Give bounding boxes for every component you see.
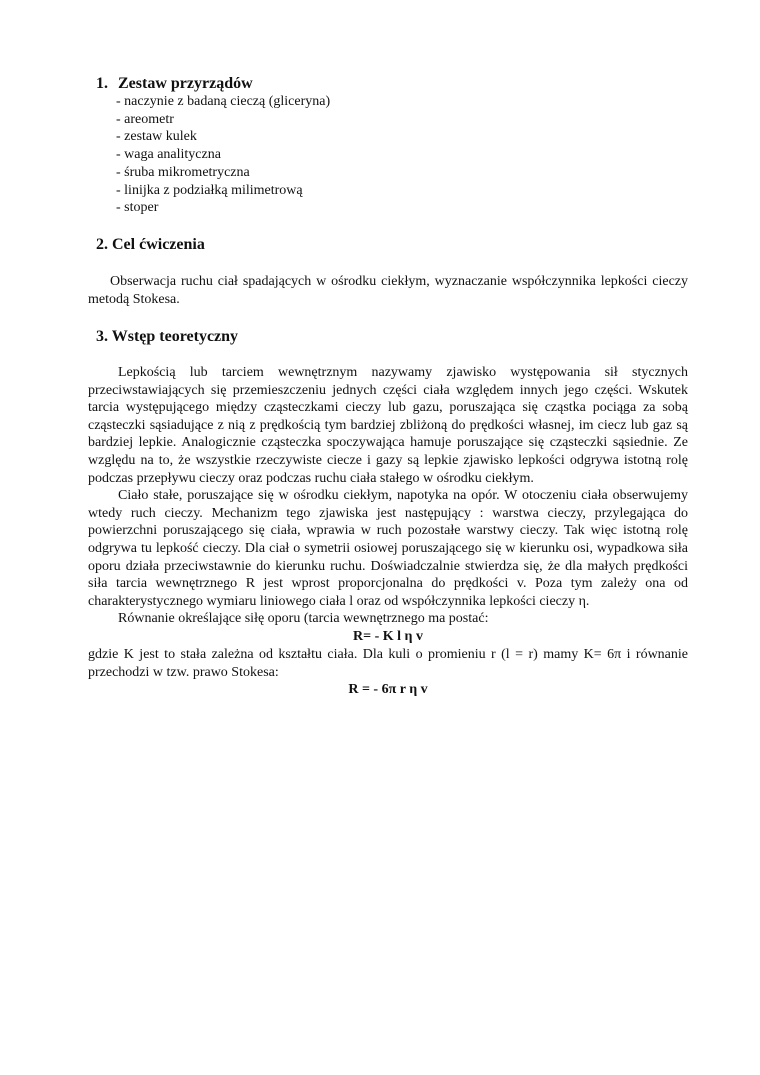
section-3-body <box>88 364 688 699</box>
list-item: - śruba mikrometryczna <box>116 164 250 180</box>
section-1-number: 1. <box>96 75 108 92</box>
section-1-title: Zestaw przyrządów <box>118 75 253 92</box>
list-item: - areometr <box>116 111 174 127</box>
list-item: - stoper <box>116 200 159 216</box>
list-item: - linijka z podziałką milimetrową <box>116 182 303 198</box>
list-item: - naczynie z badaną cieczą (gliceryna) <box>116 94 331 109</box>
list-item: - waga analityczna <box>116 147 221 163</box>
section-2-body <box>88 273 688 308</box>
formula-resistance: R= - K l η v <box>353 628 423 644</box>
paragraph-4: gdzie K jest to stała zależna od kształtu ciała. Dla kuli o promieniu r (l = r) mamy K= 6π i równanie przechodzi w tzw. prawo Stokesa: <box>88 646 688 680</box>
section-1-heading <box>96 74 253 94</box>
formula-stokes: R = - 6π r η v <box>348 682 428 698</box>
section-2-heading: 2. Cel ćwiczenia <box>96 236 205 253</box>
section-2-text: Obserwacja ruchu ciał spadających w ośrodku ciekłym, wyznaczanie współczynnika lepkości cieczy metodą Stokesa. <box>88 274 688 307</box>
equipment-list <box>116 93 330 217</box>
section-3-heading: 3. Wstęp teoretyczny <box>96 328 239 345</box>
list-item: - zestaw kulek <box>116 129 197 145</box>
paragraph-3: Równanie określające siłę oporu (tarcia wewnętrznego ma postać: <box>118 611 489 627</box>
paragraph-1: Lepkością lub tarciem wewnętrznym nazywamy zjawisko występowania sił stycznych przeciwstawiających się przemieszczeniu jednych części ciała względem innych jego części. Wskutek tarcia występującego między cząsteczkami cieczy lub gazu, poruszająca się cząstka pociąga za sobą cząsteczki sąsiadujące z nią z prędkością tym bardziej zbliżoną do prędkości własnej, im ciecz lub gaz są bardziej lepkie. Analogicznie cząsteczka spoczywająca hamuje poruszające się cząsteczki sąsiednie. Ze względu na to, że wszystkie rzeczywiste ciecze i gazy są lepkie zjawisko lepkości odgrywa istotną rolę podczas przepływu cieczy oraz podczas ruchu ciała stałego w ośrodku ciekłym. <box>88 365 688 486</box>
paragraph-2: Ciało stałe, poruszające się w ośrodku ciekłym, napotyka na opór. W otoczeniu ciała obserwujemy wtedy ruch cieczy. Mechanizm tego zjawiska jest następujący : warstwa cieczy, przylegająca do powierzchni poruszającego się ciała, wprawia w ruch pozostałe warstwy cieczy. Tak więc istotną rolę odgrywa tu lepkość cieczy. Dla ciał o symetrii osiowej poruszającego się w kierunku osi, wypadkowa siła oporu działa przeciwstawnie do kierunku ruchu. Doświadczalnie stwierdza się, że dla małych prędkości siła tarcia wewnętrznego R jest wprost proporcjonalna do prędkości v. Poza tym zależy ona od charakterystycznego wymiaru liniowego ciała l oraz od współczynnika lepkości cieczy η. <box>88 488 688 609</box>
